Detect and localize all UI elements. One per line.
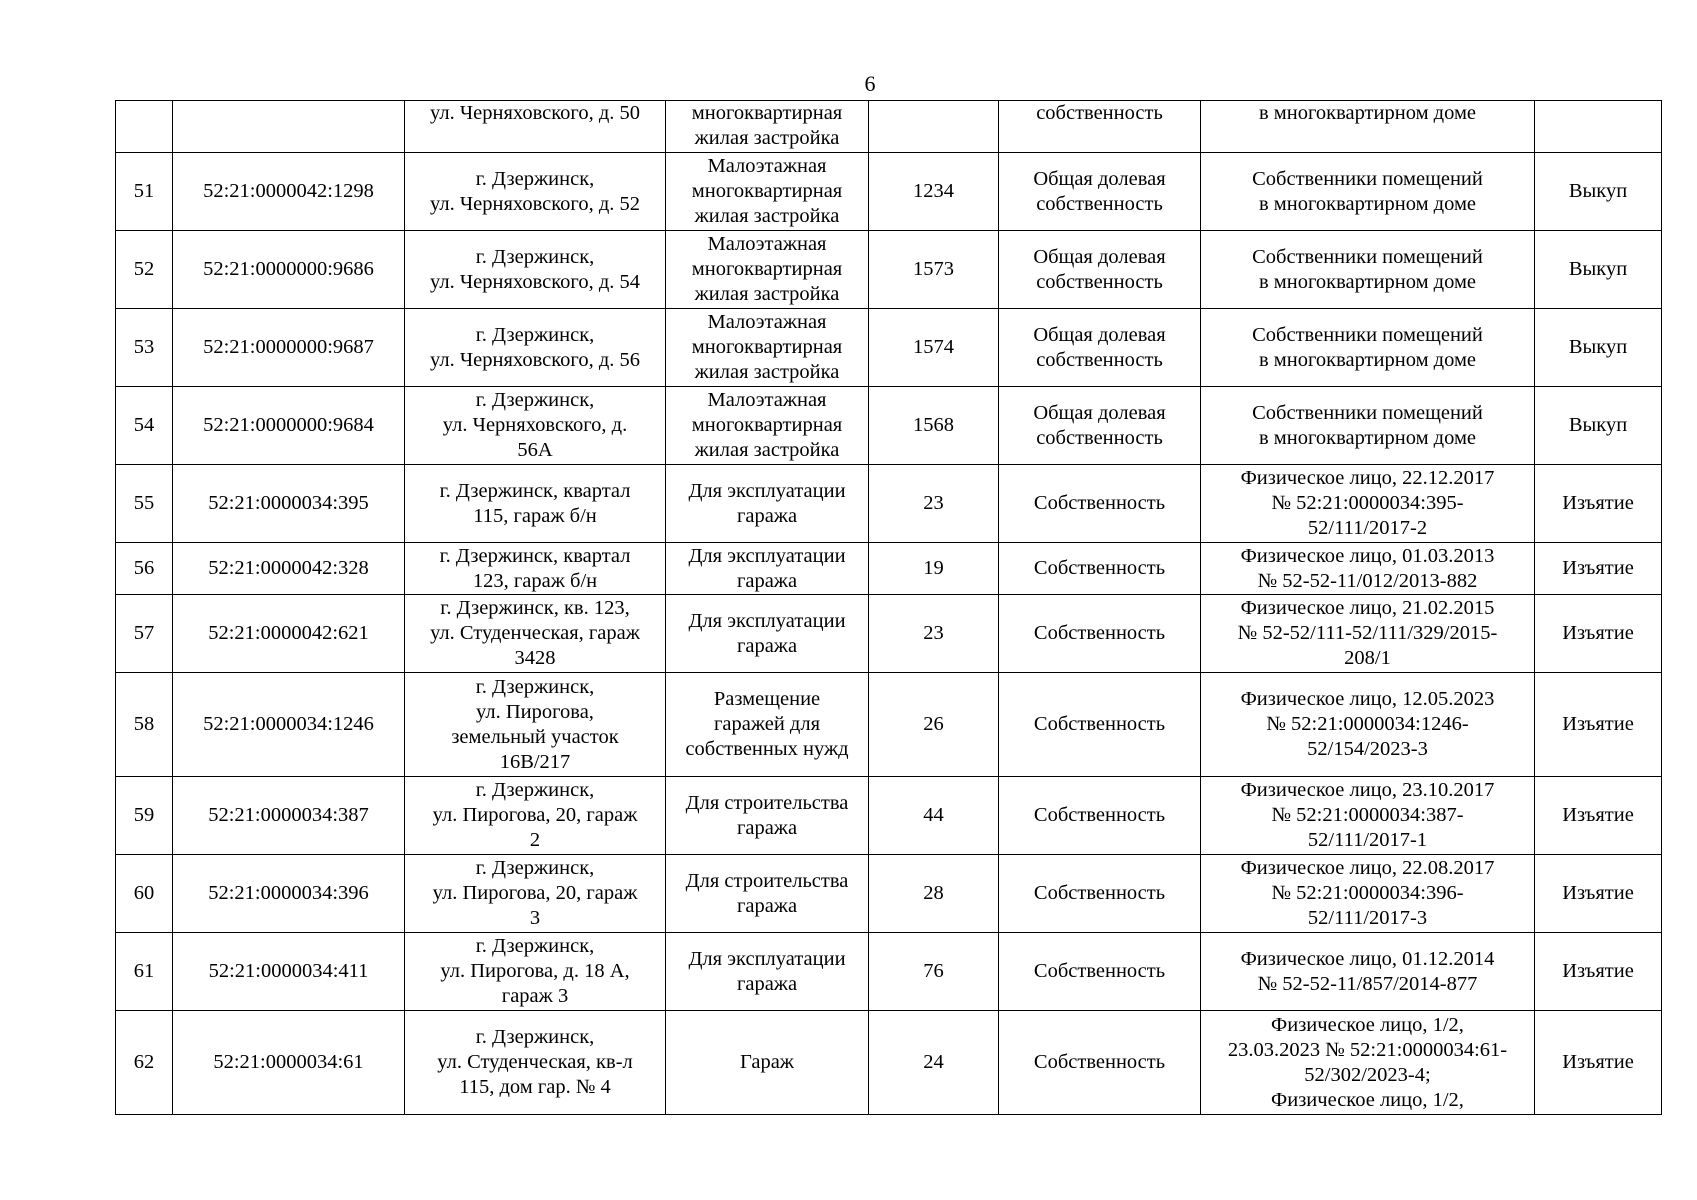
cell-permitted-use: Малоэтажная многоквартирная жилая застройка [666, 309, 869, 387]
cell-action: Изъятие [1535, 1011, 1662, 1115]
table-row [116, 231, 1662, 309]
cell-action: Выкуп [1535, 231, 1662, 309]
cell-address: г. Дзержинск, ул. Черняховского, д. 56 [405, 309, 666, 387]
cell-right-type: Собственность [999, 1011, 1201, 1115]
cell-action: Выкуп [1535, 387, 1662, 465]
cell-address: г. Дзержинск, ул. Пирогова, д. 18 А, гараж 3 [405, 933, 666, 1011]
cell-area: 28 [869, 855, 999, 933]
cell-owner: Физическое лицо, 01.12.2014 № 52-52-11/857/2014-877 [1201, 933, 1535, 1011]
cell-owner: Собственники помещений в многоквартирном доме [1201, 309, 1535, 387]
cell-address: г. Дзержинск, ул. Студенческая, кв-л 115, дом гар. № 4 [405, 1011, 666, 1115]
cell-number: 55 [116, 465, 173, 543]
cell-cadastral-number [173, 101, 405, 153]
cell-area: 1234 [869, 153, 999, 231]
cell-right-type: Собственность [999, 595, 1201, 673]
cell-right-type: собственность [999, 101, 1201, 153]
cell-permitted-use: Для эксплуатации гаража [666, 543, 869, 595]
cell-cadastral-number: 52:21:0000034:411 [173, 933, 405, 1011]
table-row [116, 855, 1662, 933]
cell-cadastral-number: 52:21:0000042:328 [173, 543, 405, 595]
cell-right-type: Общая долевая собственность [999, 387, 1201, 465]
table-row [116, 543, 1662, 595]
cell-number: 56 [116, 543, 173, 595]
cell-right-type: Собственность [999, 777, 1201, 855]
table-row [116, 465, 1662, 543]
cell-right-type: Общая долевая собственность [999, 153, 1201, 231]
cell-owner: Физическое лицо, 22.08.2017 № 52:21:0000034:396- 52/111/2017-3 [1201, 855, 1535, 933]
cell-permitted-use: Гараж [666, 1011, 869, 1115]
cell-right-type: Собственность [999, 673, 1201, 777]
cell-owner: Собственники помещений в многоквартирном доме [1201, 153, 1535, 231]
cell-number: 60 [116, 855, 173, 933]
cell-address: г. Дзержинск, кв. 123, ул. Студенческая, гараж 3428 [405, 595, 666, 673]
table-row [116, 595, 1662, 673]
cell-owner: Физическое лицо, 21.02.2015 № 52-52/111-52/111/329/2015- 208/1 [1201, 595, 1535, 673]
cell-permitted-use: Для эксплуатации гаража [666, 933, 869, 1011]
cell-cadastral-number: 52:21:0000000:9684 [173, 387, 405, 465]
cell-area: 76 [869, 933, 999, 1011]
cell-number: 58 [116, 673, 173, 777]
cell-permitted-use: Малоэтажная многоквартирная жилая застройка [666, 387, 869, 465]
cell-area: 23 [869, 595, 999, 673]
cell-number: 53 [116, 309, 173, 387]
cell-owner: Собственники помещений в многоквартирном доме [1201, 231, 1535, 309]
cell-cadastral-number: 52:21:0000034:61 [173, 1011, 405, 1115]
cell-right-type: Общая долевая собственность [999, 231, 1201, 309]
cell-action: Изъятие [1535, 595, 1662, 673]
cell-owner: Физическое лицо, 01.03.2013 № 52-52-11/012/2013-882 [1201, 543, 1535, 595]
cell-area: 1573 [869, 231, 999, 309]
cell-cadastral-number: 52:21:0000034:1246 [173, 673, 405, 777]
cell-address: г. Дзержинск, ул. Пирогова, земельный участок 16В/217 [405, 673, 666, 777]
cell-address: ул. Черняховского, д. 50 [405, 101, 666, 153]
cell-address: г. Дзержинск, ул. Черняховского, д. 54 [405, 231, 666, 309]
cell-cadastral-number: 52:21:0000034:395 [173, 465, 405, 543]
cell-number: 62 [116, 1011, 173, 1115]
table-row [116, 153, 1662, 231]
cell-permitted-use: Размещение гаражей для собственных нужд [666, 673, 869, 777]
cell-cadastral-number: 52:21:0000042:621 [173, 595, 405, 673]
cell-action [1535, 101, 1662, 153]
cell-cadastral-number: 52:21:0000034:396 [173, 855, 405, 933]
cell-area: 24 [869, 1011, 999, 1115]
cell-action: Изъятие [1535, 465, 1662, 543]
cell-area: 19 [869, 543, 999, 595]
table-body [116, 101, 1662, 1115]
cell-cadastral-number: 52:21:0000042:1298 [173, 153, 405, 231]
cell-right-type: Собственность [999, 543, 1201, 595]
page-number: 6 [864, 71, 876, 96]
table-row-continuation [116, 101, 1662, 153]
cell-action: Выкуп [1535, 309, 1662, 387]
cell-area: 26 [869, 673, 999, 777]
table-row [116, 673, 1662, 777]
cell-owner: Физическое лицо, 12.05.2023 № 52:21:0000034:1246- 52/154/2023-3 [1201, 673, 1535, 777]
cell-cadastral-number: 52:21:0000034:387 [173, 777, 405, 855]
cell-cadastral-number: 52:21:0000000:9686 [173, 231, 405, 309]
cell-permitted-use: Малоэтажная многоквартирная жилая застройка [666, 153, 869, 231]
table-row [116, 777, 1662, 855]
cell-address: г. Дзержинск, ул. Черняховского, д. 52 [405, 153, 666, 231]
cell-action: Изъятие [1535, 543, 1662, 595]
cell-owner: Физическое лицо, 1/2, 23.03.2023 № 52:21:0000034:61- 52/302/2023-4; Физическое лицо, 1/2, [1201, 1011, 1535, 1115]
cell-right-type: Общая долевая собственность [999, 309, 1201, 387]
cell-action: Выкуп [1535, 153, 1662, 231]
cell-owner: Собственники помещений в многоквартирном доме [1201, 387, 1535, 465]
cell-area: 1568 [869, 387, 999, 465]
cell-action: Изъятие [1535, 777, 1662, 855]
cell-right-type: Собственность [999, 855, 1201, 933]
cell-address: г. Дзержинск, квартал 115, гараж б/н [405, 465, 666, 543]
cell-number: 61 [116, 933, 173, 1011]
cell-owner: в многоквартирном доме [1201, 101, 1535, 153]
cell-action: Изъятие [1535, 673, 1662, 777]
cell-area: 44 [869, 777, 999, 855]
land-plots-table [115, 100, 1662, 1115]
table-row [116, 1011, 1662, 1115]
cell-address: г. Дзержинск, ул. Пирогова, 20, гараж 3 [405, 855, 666, 933]
cell-permitted-use: Для строительства гаража [666, 777, 869, 855]
cell-number: 57 [116, 595, 173, 673]
cell-number: 52 [116, 231, 173, 309]
cell-address: г. Дзержинск, ул. Черняховского, д. 56А [405, 387, 666, 465]
cell-area: 1574 [869, 309, 999, 387]
cell-right-type: Собственность [999, 933, 1201, 1011]
cell-number: 54 [116, 387, 173, 465]
cell-action: Изъятие [1535, 855, 1662, 933]
table-row [116, 387, 1662, 465]
cell-permitted-use: Для эксплуатации гаража [666, 595, 869, 673]
cell-area: 23 [869, 465, 999, 543]
cell-area [869, 101, 999, 153]
cell-action: Изъятие [1535, 933, 1662, 1011]
table-row [116, 309, 1662, 387]
cell-number [116, 101, 173, 153]
cell-permitted-use: многоквартирная жилая застройка [666, 101, 869, 153]
table-row [116, 933, 1662, 1011]
cell-number: 51 [116, 153, 173, 231]
cell-owner: Физическое лицо, 22.12.2017 № 52:21:0000034:395- 52/111/2017-2 [1201, 465, 1535, 543]
cell-right-type: Собственность [999, 465, 1201, 543]
cell-number: 59 [116, 777, 173, 855]
cell-cadastral-number: 52:21:0000000:9687 [173, 309, 405, 387]
cell-address: г. Дзержинск, квартал 123, гараж б/н [405, 543, 666, 595]
cell-permitted-use: Для строительства гаража [666, 855, 869, 933]
cell-permitted-use: Для эксплуатации гаража [666, 465, 869, 543]
cell-address: г. Дзержинск, ул. Пирогова, 20, гараж 2 [405, 777, 666, 855]
cell-permitted-use: Малоэтажная многоквартирная жилая застройка [666, 231, 869, 309]
cell-owner: Физическое лицо, 23.10.2017 № 52:21:0000034:387- 52/111/2017-1 [1201, 777, 1535, 855]
